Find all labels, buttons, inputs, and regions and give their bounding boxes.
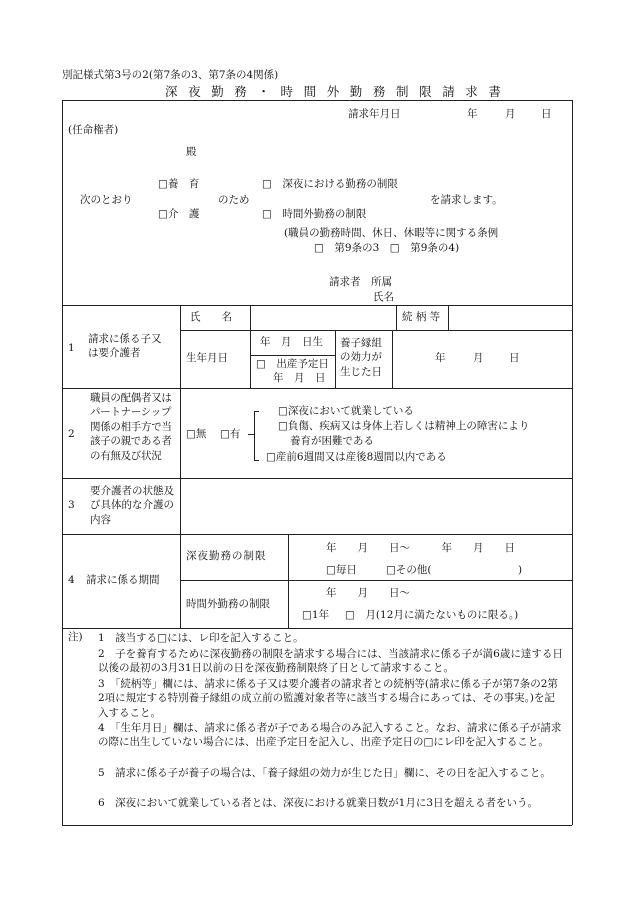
section3-num: 3 <box>68 499 75 511</box>
night-limit-checkbox[interactable]: □ 深夜における勤務の制限 <box>262 178 398 190</box>
request-day: 日 <box>541 108 552 120</box>
options-bracket <box>254 411 259 461</box>
col-sep-period <box>288 534 289 628</box>
care-checkbox[interactable]: □介 護 <box>158 208 200 220</box>
other-close-paren: ) <box>518 564 523 576</box>
adoption-label: 養子縁組の効力が生じた日 <box>340 337 382 378</box>
frame-left <box>62 100 63 825</box>
name-label: 氏 名 <box>190 311 232 323</box>
purpose-prefix: 次のとおり <box>80 194 133 206</box>
col-sep-adoption <box>392 330 393 388</box>
appointer-label: (任命権者) <box>68 124 119 136</box>
due-date[interactable]: 年 月 日 <box>273 372 326 384</box>
section2-num: 2 <box>68 428 75 440</box>
section2-label: 職員の配偶者又はパートナーシップ関係の相手方で当該子の親である者の有無及び状況 <box>90 392 172 462</box>
night-work-checkbox[interactable]: □深夜において就業している <box>278 405 414 417</box>
note-2: 2 子を養育するために深夜勤務の制限を請求する場合には、当該請求に係る子が満6歳に達する日以後の最初の3月31日以前の日を深夜勤務制限終了日として請求すること。 <box>98 648 563 675</box>
row-sep-4-mid <box>180 580 572 581</box>
row-sep-3 <box>62 534 572 535</box>
requester-affiliation: 請求者 所属 <box>329 276 392 288</box>
maternity-checkbox[interactable]: □産前6週間又は産後8週間以内である <box>266 451 447 463</box>
request-suffix: を請求します。 <box>430 194 503 206</box>
form-id: 別記様式第3号の2(第7条の3、第7条の4関係) <box>62 69 279 81</box>
injury-checkbox[interactable]: □負傷、疾病又は身体上若しくは精神上の障害により <box>278 420 530 432</box>
row-sep-birth <box>250 355 335 356</box>
section1-num: 1 <box>68 342 75 354</box>
every-day-checkbox[interactable]: □毎日 <box>326 564 357 576</box>
overtime-period[interactable]: 年 月 日〜 <box>326 587 410 599</box>
col-sep-birth-label <box>250 330 251 388</box>
due-date-checkbox[interactable]: □ 出産予定日 <box>256 358 329 370</box>
name-field[interactable] <box>256 311 388 325</box>
injury-text-2: 養育が困難である <box>290 435 374 447</box>
note-3: 3 「続柄等」欄には、請求に係る子又は要介護者の請求者との続柄等(請求に係る子が第7条の2第2項に規定する特別養子縁組の成立前の監護対象者等に該当する場合にあっては、その事実。)を記入すること。 <box>98 678 558 719</box>
section4-num: 4 <box>68 574 75 586</box>
adoption-year[interactable]: 年 <box>435 352 446 364</box>
col-sep-birth-value <box>335 330 336 388</box>
request-date-label: 請求年月日 <box>348 108 401 120</box>
birth-label: 生年月日 <box>186 352 228 364</box>
care-details-field[interactable] <box>186 484 566 528</box>
section3-label: 要介護者の状態及び具体的な介護の内容 <box>90 485 174 526</box>
adoption-day[interactable]: 日 <box>509 352 520 364</box>
one-year-checkbox[interactable]: □1年 <box>302 609 330 621</box>
honorific: 殿 <box>186 146 197 158</box>
spouse-has-checkbox[interactable]: □有 <box>220 428 241 440</box>
frame-bottom <box>62 825 572 826</box>
adoption-month[interactable]: 月 <box>473 352 484 364</box>
col-sep-label <box>180 305 181 628</box>
note-6: 6 深夜において就業している者とは、深夜における就業日数が1月に3日を超える者をいう。 <box>98 797 539 809</box>
col-sep-relation-right <box>448 305 449 330</box>
spouse-none-checkbox[interactable]: □無 <box>186 428 207 440</box>
for-label: のため <box>218 194 250 206</box>
row-sep-1 <box>62 388 572 389</box>
note-5: 5 請求に係る子が養子の場合は、「養子縁組の効力が生じた日」欄に、その日を記入すること。 <box>98 767 551 779</box>
ordinance-text: (職員の勤務時間、休日、休暇等に関する条例 <box>284 227 499 239</box>
childcare-checkbox[interactable]: □養 育 <box>158 178 200 190</box>
request-month: 月 <box>505 108 516 120</box>
overtime-limit-label: 時間外勤務の制限 <box>186 598 270 610</box>
section4-label: 請求に係る期間 <box>86 574 160 586</box>
col-sep-relation-left <box>396 305 397 330</box>
overtime-limit-checkbox[interactable]: □ 時間外勤務の制限 <box>262 208 367 220</box>
months-checkbox[interactable]: □ 月(12月に満たないものに限る。) <box>345 609 519 621</box>
row-sep-name <box>180 330 572 331</box>
row-sep-2 <box>62 478 572 479</box>
page-title: 深夜勤務・時間外勤務制限請求書 <box>165 84 512 99</box>
frame-right <box>572 100 573 825</box>
row-sep-header <box>62 305 572 306</box>
relation-field[interactable] <box>454 311 566 325</box>
notes-label: 注) <box>68 631 83 643</box>
frame-top <box>62 100 572 101</box>
night-limit-label: 深夜勤務の制限 <box>186 550 267 562</box>
col-sep-name-label <box>250 305 251 330</box>
note-1: 1 該当する□には、レ印を記入すること。 <box>98 632 304 644</box>
section1-label: 請求に係る子又は要介護者 <box>88 333 162 360</box>
birth-date[interactable]: 年 月 日生 <box>260 336 323 348</box>
row-sep-notes <box>62 628 572 629</box>
relation-label: 続 柄 等 <box>402 311 441 323</box>
note-4: 4 「生年月日」欄は、請求に係る者が子である場合のみ記入すること。なお、請求に係る子が請求の際に出生していない場合には、出産予定日を記入し、出産予定日の□にレ印を記入すること。 <box>98 722 562 749</box>
requester-name: 氏名 <box>373 291 394 303</box>
other-checkbox[interactable]: □その他( <box>386 564 432 576</box>
request-year: 年 <box>467 108 478 120</box>
ordinance-articles[interactable]: □ 第9条の3 □ 第9条の4) <box>314 242 460 254</box>
night-period[interactable]: 年 月 日〜 年 月 日 <box>326 542 515 554</box>
